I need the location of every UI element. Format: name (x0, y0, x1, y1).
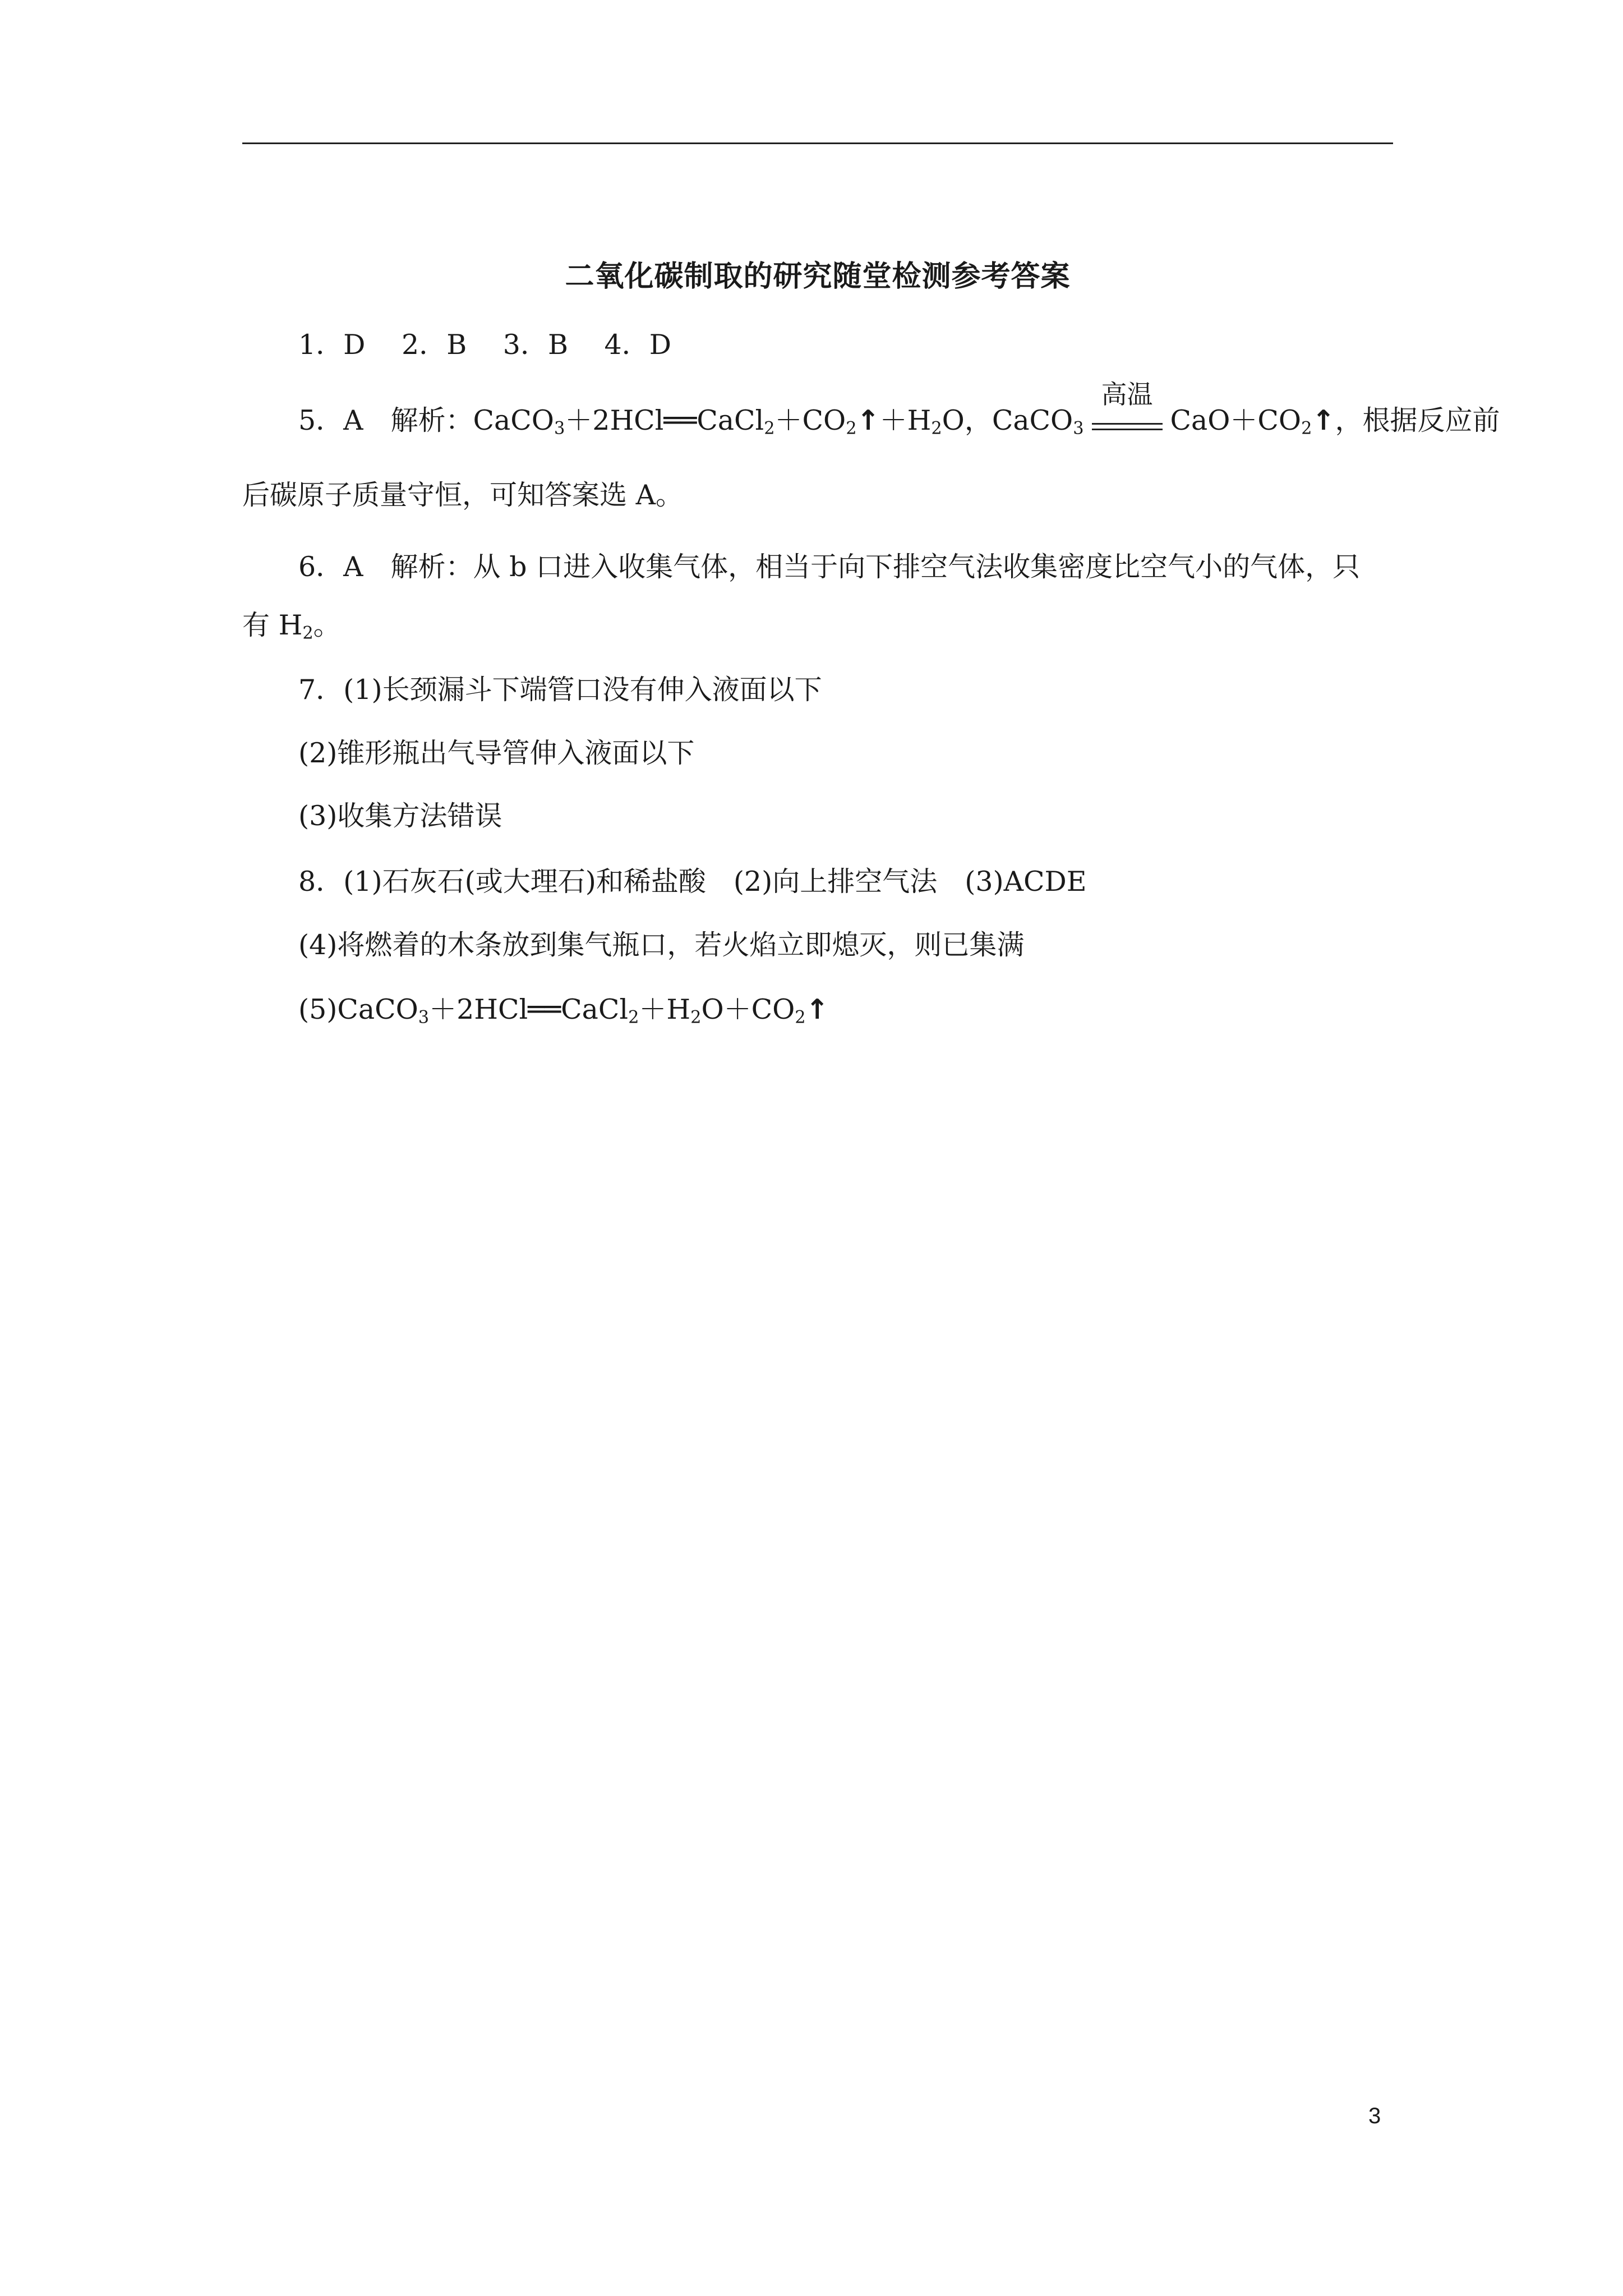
text: ＋H (879, 404, 932, 436)
answer-8-line-3 (298, 990, 829, 1038)
subscript: 2 (1301, 418, 1312, 439)
text: ＋2HCl══CaCl (429, 993, 629, 1025)
page-number: 3 (1368, 2104, 1381, 2128)
answer-7-part-2: (2)锥形瓶出气导管伸入液面以下 (298, 737, 695, 769)
answers-1-4: 1．D 2．B 3．B 4．D (298, 329, 672, 361)
subscript: 2 (795, 1007, 806, 1028)
text: 。 (313, 609, 341, 641)
subscript: 3 (554, 418, 565, 439)
subscript: 2 (628, 1007, 639, 1028)
subscript: 3 (418, 1007, 430, 1028)
answer-5-line-1 (298, 379, 1500, 449)
gas-arrow-icon: ↑ (856, 404, 880, 436)
answer-7-part-1: 7．(1)长颈漏斗下端管口没有伸入液面以下 (298, 674, 822, 706)
text: O，CaCO (942, 404, 1073, 436)
equals-bar-top (1092, 423, 1163, 425)
text: ＋2HCl══CaCl (565, 404, 764, 436)
text: ，根据反应前 (1335, 404, 1500, 436)
answer-8-line-2: (4)将燃着的木条放到集气瓶口，若火焰立即熄灭，则已集满 (298, 929, 1025, 961)
text: ＋CO (774, 404, 846, 436)
text: ＋H (639, 993, 691, 1025)
text: (5)CaCO (298, 993, 418, 1025)
text: CaO＋CO (1170, 404, 1302, 436)
header-rule (242, 142, 1393, 144)
subscript: 3 (1073, 418, 1084, 439)
gas-arrow-icon: ↑ (805, 993, 829, 1025)
subscript: 2 (931, 418, 942, 439)
answer-5-line-2: 后碳原子质量守恒，可知答案选 A。 (242, 479, 683, 511)
answer-6-line-2 (242, 606, 341, 654)
subscript: 2 (846, 418, 857, 439)
subscript: 2 (690, 1007, 702, 1028)
text: O＋CO (701, 993, 795, 1025)
equals-bar-bottom (1092, 429, 1163, 430)
text: 有 H (242, 609, 303, 641)
document-title: 二氧化碳制取的研究随堂检测参考答案 (565, 260, 1071, 293)
answer-7-part-3: (3)收集方法错误 (298, 800, 502, 832)
subscript: 2 (764, 418, 775, 439)
text: 5．A 解析：CaCO (298, 404, 554, 436)
gas-arrow-icon: ↑ (1312, 404, 1335, 436)
subscript: 2 (302, 623, 313, 643)
answer-8-line-1: 8．(1)石灰石(或大理石)和稀盐酸 (2)向上排空气法 (3)ACDE (298, 866, 1087, 898)
reaction-condition (1089, 379, 1166, 449)
condition-label: 高温 (1101, 379, 1153, 409)
answer-6-line-1: 6．A 解析：从 b 口进入收集气体，相当于向下排空气法收集密度比空气小的气体，只 (298, 551, 1361, 583)
